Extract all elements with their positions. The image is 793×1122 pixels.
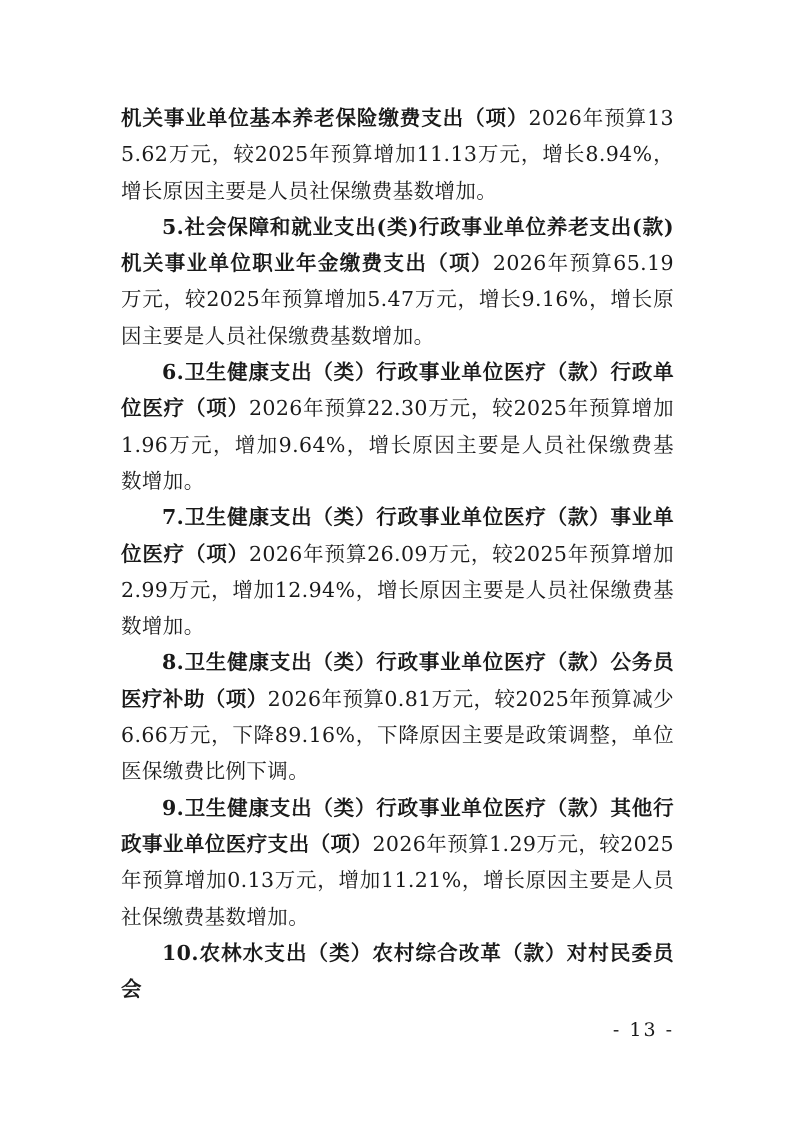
paragraph-item-8 <box>121 644 674 789</box>
paragraph-body: 2026年预算26.09万元，较2025年预算增加2.99万元，增加12.94%，增长原因主要是人员社保缴费基数增加。 <box>121 541 674 639</box>
paragraph-heading: 9.卫生健康支出（类）行政事业单位医疗（款）其他行政事业单位医疗支出（项） <box>121 795 674 856</box>
paragraph-item-7 <box>121 499 674 644</box>
paragraph-body: 2026年预算135.62万元，较2025年预算增加11.13万元，增长8.94%，增长原因主要是人员社保缴费基数增加。 <box>121 106 674 203</box>
paragraph-item-10 <box>121 935 674 1008</box>
paragraph-heading: 10.农林水支出（类）农村综合改革（款）对村民委员会 <box>121 940 674 1002</box>
paragraph-body: 2026年预算1.29万元，较2025年预算增加0.13万元，增加11.21%，增长原因主要是人员社保缴费基数增加。 <box>121 831 674 929</box>
page-number: - 13 - <box>612 1019 674 1041</box>
paragraph-item-5 <box>121 209 674 354</box>
paragraph-heading: 机关事业单位基本养老保险缴费支出（项） <box>121 106 529 130</box>
paragraph-heading: 8.卫生健康支出（类）行政事业单位医疗（款）公务员医疗补助（项） <box>121 650 674 711</box>
body-text <box>121 100 674 1007</box>
paragraph-body: 2026年预算22.30万元，较2025年预算增加1.96万元，增加9.64%，增长原因主要是人员社保缴费基数增加。 <box>121 396 674 493</box>
paragraph-heading: 6.卫生健康支出（类）行政事业单位医疗（款）行政单位医疗（项） <box>121 360 674 421</box>
paragraph-item-6 <box>121 354 674 499</box>
paragraph-body: 2026年预算65.19万元，较2025年预算增加5.47万元，增长9.16%，增长原因主要是人员社保缴费基数增加。 <box>121 251 674 348</box>
paragraph-heading: 5.社会保障和就业支出(类)行政事业单位养老支出(款)机关事业单位职业年金缴费支出（项） <box>121 214 674 276</box>
paragraph-body: 2026年预算0.81万元，较2025年预算减少6.66万元，下降89.16%，下降原因主要是政策调整，单位医保缴费比例下调。 <box>121 686 674 784</box>
paragraph-item-9 <box>121 790 674 935</box>
paragraph-heading: 7.卫生健康支出（类）行政事业单位医疗（款）事业单位医疗（项） <box>121 505 674 566</box>
paragraph-continuation <box>121 100 674 209</box>
